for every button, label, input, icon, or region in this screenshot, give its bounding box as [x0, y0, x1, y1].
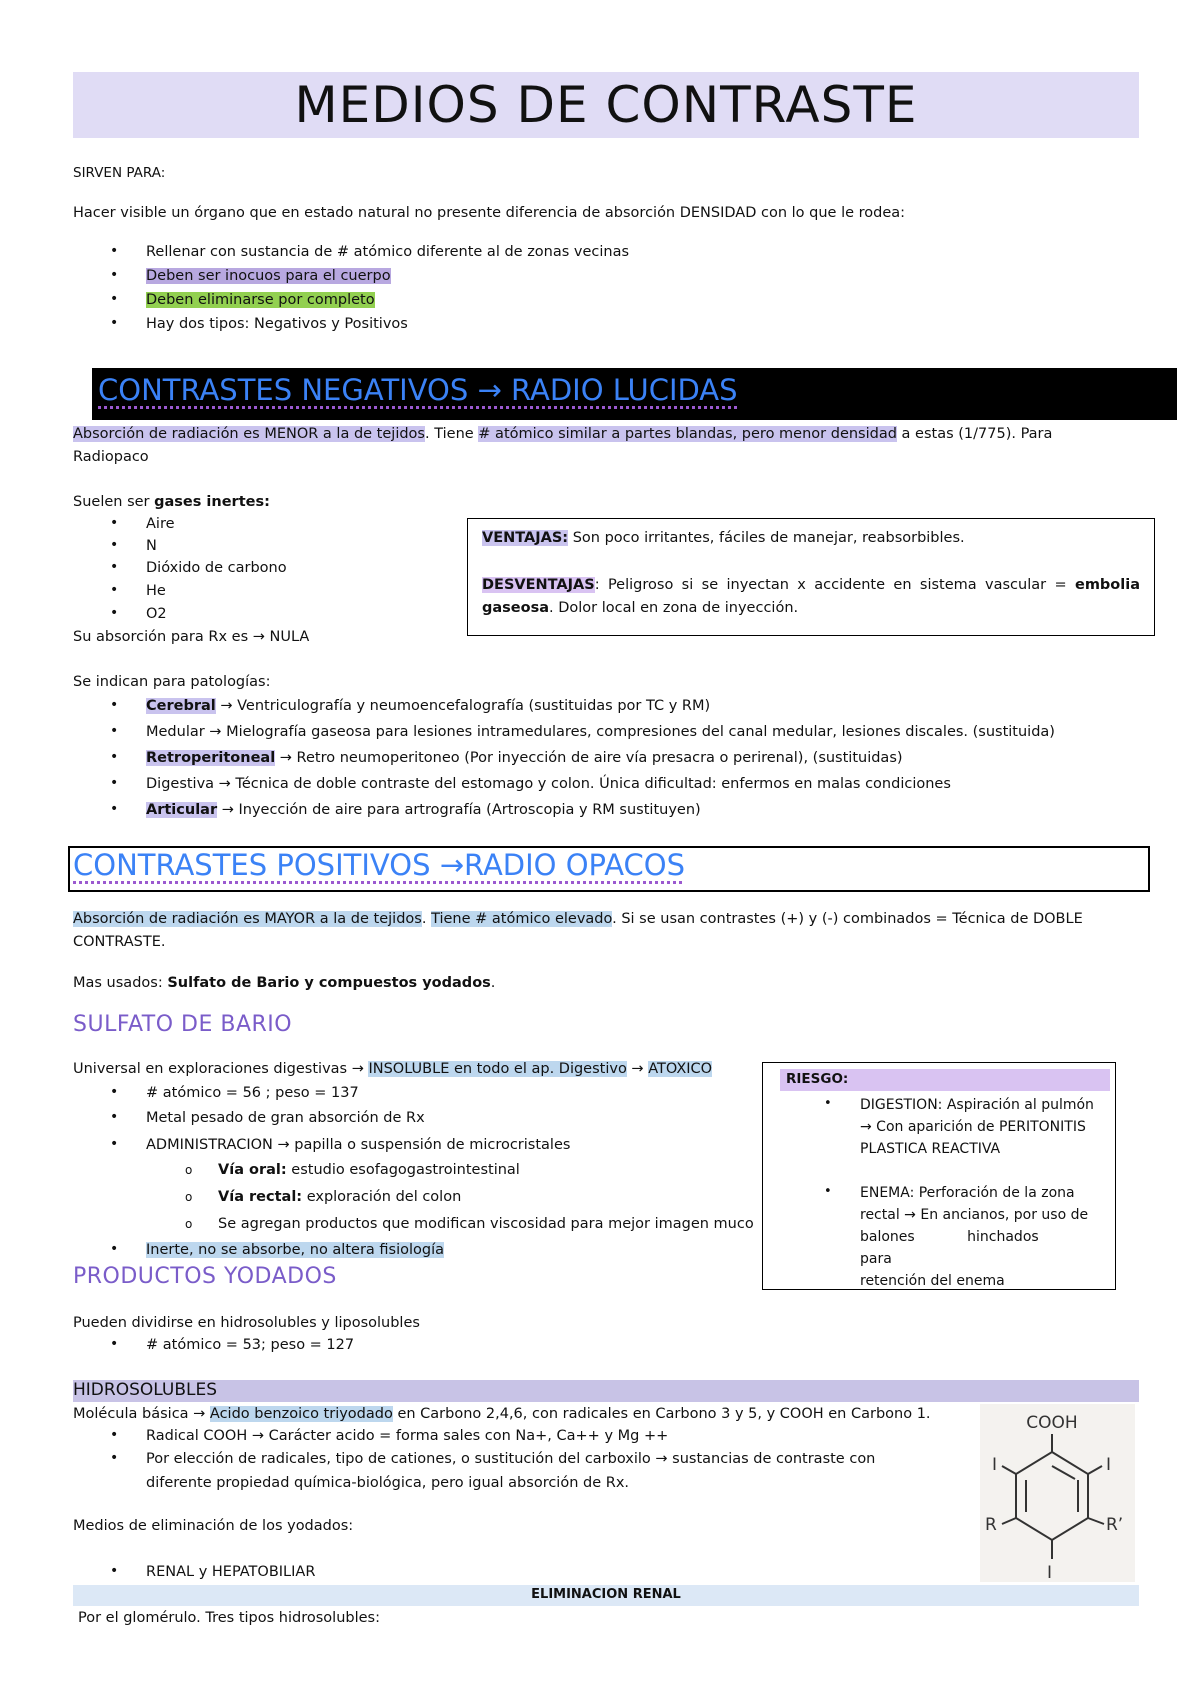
iodine-label: I: [1047, 1563, 1053, 1582]
bullet-icon: •: [110, 315, 119, 331]
patologia-item: Medular → Mielografía gaseosa para lesiones intramedulares, compresiones del canal medular, lesiones discales. (sustituida): [146, 724, 1055, 740]
bullet-icon: •: [110, 1241, 119, 1257]
page-title: MEDIOS DE CONTRASTE: [294, 76, 918, 134]
patologia-item: Retroperitoneal → Retro neumoperitoneo (Por inyección de aire vía presacra o perirenal), (sustituidas): [146, 750, 903, 766]
mas-usados: Mas usados: Sulfato de Bario y compuestos yodados.: [73, 975, 496, 991]
negativos-absorcion: Absorción de radiación es MENOR a la de tejidos. Tiene # atómico similar a partes blandas, pero menor densidad a estas (1/775). Para: [73, 426, 1053, 442]
bullet-icon: •: [110, 1136, 119, 1152]
via-item: Vía oral: estudio esofagogastrointestinal: [218, 1162, 520, 1178]
patologia-item: Digestiva → Técnica de doble contraste del estomago y colon. Única dificultad: enfermos en malas condiciones: [146, 776, 951, 792]
gas-item: N: [146, 538, 157, 554]
benzoic-acid-structure-image: [980, 1404, 1135, 1582]
hidro-bullet: Radical COOH → Carácter acido = forma sales con Na+, Ca++ y Mg ++: [146, 1428, 669, 1444]
circle-bullet-icon: o: [185, 1217, 193, 1231]
r-label: R: [985, 1515, 997, 1535]
bullet-icon: •: [110, 1084, 119, 1100]
intro-bullet: Rellenar con sustancia de # atómico diferente al de zonas vecinas: [146, 244, 630, 260]
riesgo-enema: ENEMA: Perforación de la zona rectal → En ancianos, por uso de balones hinchados para retención del enema: [860, 1185, 1089, 1289]
cooh-label: COOH: [1026, 1413, 1078, 1433]
gas-item: O2: [146, 606, 167, 622]
bullet-icon: •: [110, 243, 119, 259]
hidrosolubles-heading: HIDROSOLUBLES: [73, 1380, 217, 1400]
bullet-icon: •: [110, 1563, 119, 1579]
bullet-icon: •: [110, 1336, 119, 1352]
gases-heading: Suelen ser gases inertes:: [73, 494, 270, 510]
bullet-icon: •: [110, 605, 119, 621]
patologia-item: Articular → Inyección de aire para artrografía (Artroscopia y RM sustituyen): [146, 802, 701, 818]
bullet-icon: •: [110, 1427, 119, 1443]
benzene-ring-icon: [980, 1404, 1135, 1582]
yodados-text: Pueden dividirse en hidrosolubles y liposolubles: [73, 1315, 420, 1331]
gas-item: He: [146, 583, 166, 599]
circle-bullet-icon: o: [185, 1163, 193, 1177]
ventajas-line: VENTAJAS: Son poco irritantes, fáciles de manejar, reabsorbibles.: [482, 530, 965, 546]
intro-bullet: Hay dos tipos: Negativos y Positivos: [146, 316, 408, 332]
sulfato-bullet: ADMINISTRACION → papilla o suspensión de microcristales: [146, 1137, 571, 1153]
bullet-icon: •: [110, 537, 119, 553]
intro-bullet: Deben ser inocuos para el cuerpo: [146, 268, 391, 284]
eliminacion-bullet: RENAL y HEPATOBILIAR: [146, 1564, 316, 1580]
bullet-icon: •: [110, 582, 119, 598]
sulfato-bullet: # atómico = 56 ; peso = 137: [146, 1085, 359, 1101]
bullet-icon: •: [110, 267, 119, 283]
iodine-label: I: [1106, 1455, 1112, 1475]
desventajas-text: DESVENTAJAS: Peligroso si se inyectan x accidente en sistema vascular = embolia gaseosa. Dolor local en zona de inyección.: [482, 577, 1140, 616]
hidro-bullet: Por elección de radicales, tipo de cationes, o sustitución del carboxilo → sustancias de contraste con: [146, 1451, 876, 1467]
positivos-absorcion-cont: CONTRASTE.: [73, 934, 166, 950]
intro-text: Hacer visible un órgano que en estado natural no presente diferencia de absorción DENSIDAD con lo que le rodea:: [73, 205, 906, 221]
hidrosolubles-band: [73, 1380, 1139, 1402]
yodados-heading: PRODUCTOS YODADOS: [73, 1264, 337, 1289]
riesgo-digestion: DIGESTION: Aspiración al pulmón → Con aparición de PERITONITIS PLASTICA REACTIVA: [860, 1097, 1094, 1157]
via-item: Se agregan productos que modifican viscosidad para mejor imagen muco: [218, 1216, 754, 1232]
bullet-icon: •: [110, 1109, 119, 1125]
sulfato-bullet: Inerte, no se absorbe, no altera fisiología: [146, 1242, 445, 1258]
bullet-icon: •: [824, 1096, 832, 1111]
r-prime-label: R’: [1106, 1515, 1124, 1535]
eliminacion-renal-text: Por el glomérulo. Tres tipos hidrosolubles:: [78, 1610, 380, 1626]
hidro-bullet-cont: diferente propiedad química-biológica, pero igual absorción de Rx.: [146, 1475, 630, 1491]
positivos-absorcion: Absorción de radiación es MAYOR a la de tejidos. Tiene # atómico elevado. Si se usan contrastes (+) y (-) combinados = Técnica de DOBLE: [73, 911, 1083, 927]
eliminacion-heading: Medios de eliminación de los yodados:: [73, 1518, 354, 1534]
sulfato-bullet: Metal pesado de gran absorción de Rx: [146, 1110, 425, 1126]
gas-item: Aire: [146, 516, 175, 532]
bullet-icon: •: [110, 697, 119, 713]
sulfato-line: Universal en exploraciones digestivas → INSOLUBLE en todo el ap. Digestivo → ATOXICO: [73, 1061, 713, 1077]
bullet-icon: •: [110, 515, 119, 531]
patologia-item: Cerebral → Ventriculografía y neumoencefalografía (sustituidas por TC y RM): [146, 698, 711, 714]
bullet-icon: •: [110, 723, 119, 739]
circle-bullet-icon: o: [185, 1190, 193, 1204]
riesgo-label: RIESGO:: [786, 1071, 849, 1087]
patologias-heading: Se indican para patologías:: [73, 674, 271, 690]
via-item: Vía rectal: exploración del colon: [218, 1189, 462, 1205]
bullet-icon: •: [110, 775, 119, 791]
yodados-bullet: # atómico = 53; peso = 127: [146, 1337, 355, 1353]
gas-item: Dióxido de carbono: [146, 560, 287, 576]
bullet-icon: •: [110, 801, 119, 817]
sirven-heading: SIRVEN PARA:: [73, 165, 166, 181]
bullet-icon: •: [110, 1450, 119, 1466]
intro-bullet: Deben eliminarse por completo: [146, 292, 375, 308]
bullet-icon: •: [824, 1184, 832, 1199]
sulfato-heading: SULFATO DE BARIO: [73, 1012, 293, 1037]
bullet-icon: •: [110, 559, 119, 575]
negativos-absorcion-cont: Radiopaco: [73, 449, 149, 465]
bullet-icon: •: [110, 291, 119, 307]
eliminacion-renal-heading: ELIMINACION RENAL: [531, 1587, 681, 1602]
iodine-label: I: [992, 1455, 998, 1475]
absorcion-rx: Su absorción para Rx es → NULA: [73, 629, 310, 645]
bullet-icon: •: [110, 749, 119, 765]
molecula-basica: Molécula básica → Acido benzoico triyodado en Carbono 2,4,6, con radicales en Carbono 3 y 5, y COOH en Carbono 1.: [73, 1406, 931, 1422]
negativos-heading: CONTRASTES NEGATIVOS → RADIO LUCIDAS: [98, 373, 738, 407]
positivos-heading: CONTRASTES POSITIVOS →RADIO OPACOS: [73, 848, 686, 882]
